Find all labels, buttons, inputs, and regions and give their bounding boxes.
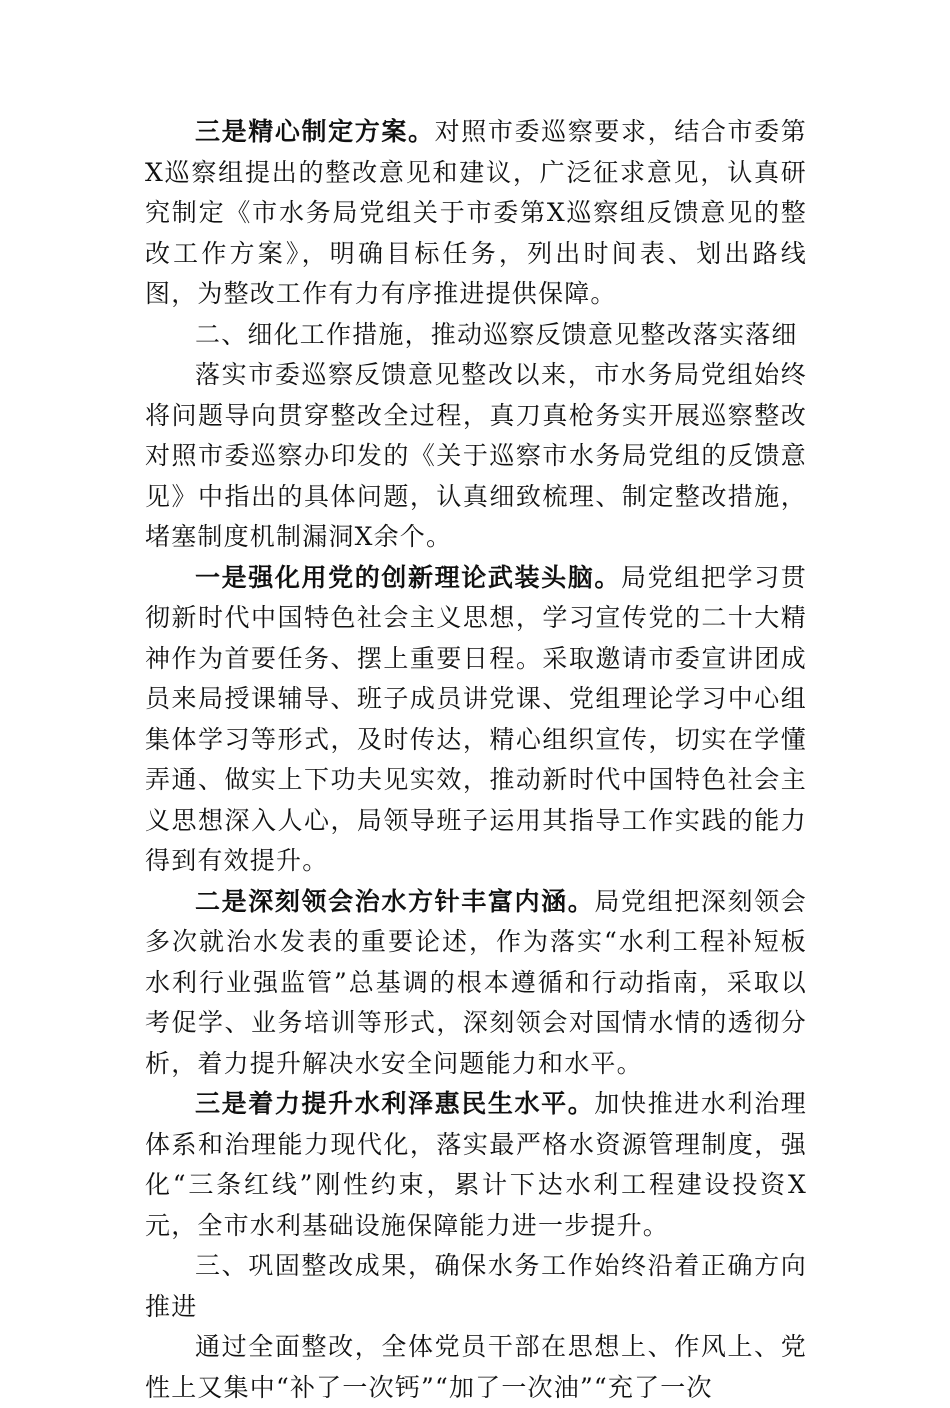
paragraph-lead: 三是精心制定方案。 — [195, 117, 435, 146]
paragraph-lead: 一是强化用党的创新理论武装头脑。 — [195, 562, 622, 592]
paragraph-body: 落实市委巡察反馈意见整改以来，市水务局党组始终将问题导向贯穿整改全过程，真刀真枪务实开展巡察整改对照市委巡察办印发的《关于巡察市水务局党组的反馈意见》中指出的具体问题，认真细致梳理、制定整改措施，堵塞制度机制漏洞X余个。 — [145, 360, 807, 551]
paragraph-lead: 三是着力提升水利泽惠民生水平。 — [195, 1089, 595, 1118]
paragraph-body: 加快推进水利治理体系和治理能力现代化，落实最严格水资源管理制度，强化“三条红线”刚性约束，累计下达水利工程建设投资X元，全市水利基础设施保障能力进一步提升。 — [145, 1089, 807, 1240]
paragraph-rectification — [145, 355, 807, 558]
paragraph-lead: 二是深刻领会治水方针丰富内涵。 — [195, 886, 595, 916]
paragraph-theory — [145, 558, 807, 882]
paragraph-body: 局党组把学习贯彻新时代中国特色社会主义思想，学习宣传党的二十大精神作为首要任务、摆上重要日程。采取邀请市委宣讲团成员来局授课辅导、班子成员讲党课、党组理论学习中心组集体学习等形式，及时传达，精心组织宣传，切实在学懂弄通、做实上下功夫见实效，推动新时代中国特色社会主义思想深入人心，局领导班子运用其指导工作实践的能力得到有效提升。 — [145, 562, 807, 875]
paragraph-body: 通过全面整改，全体党员干部在思想上、作风上、党性上又集中“补了一次钙”“加了一次油”“充了一次 — [145, 1332, 807, 1402]
paragraph-results — [145, 1327, 807, 1408]
paragraph-body: 局党组把深刻领会多次就治水发表的重要论述，作为落实“水利工程补短板水利行业强监管”总基调的根本遵循和行动指南，采取以考促学、业务培训等形式，深刻领会对国情水情的透彻分析，着力提升解决水安全问题能力和水平。 — [145, 886, 807, 1078]
section-heading-3: 三、巩固整改成果，确保水务工作始终沿着正确方向推进 — [145, 1251, 807, 1321]
paragraph-livelihood — [145, 1084, 807, 1246]
document-page — [145, 112, 807, 1408]
paragraph-scheme — [145, 112, 807, 315]
section-heading-2: 二、细化工作措施，推动巡察反馈意见整改落实落细 — [195, 319, 798, 349]
paragraph-water-policy — [145, 882, 807, 1085]
paragraph-body: 对照市委巡察要求，结合市委第X巡察组提出的整改意见和建议，广泛征求意见，认真研究制定《市水务局党组关于市委第X巡察组反馈意见的整改工作方案》，明确目标任务，列出时间表、划出路线图，为整改工作有力有序推进提供保障。 — [145, 117, 807, 308]
